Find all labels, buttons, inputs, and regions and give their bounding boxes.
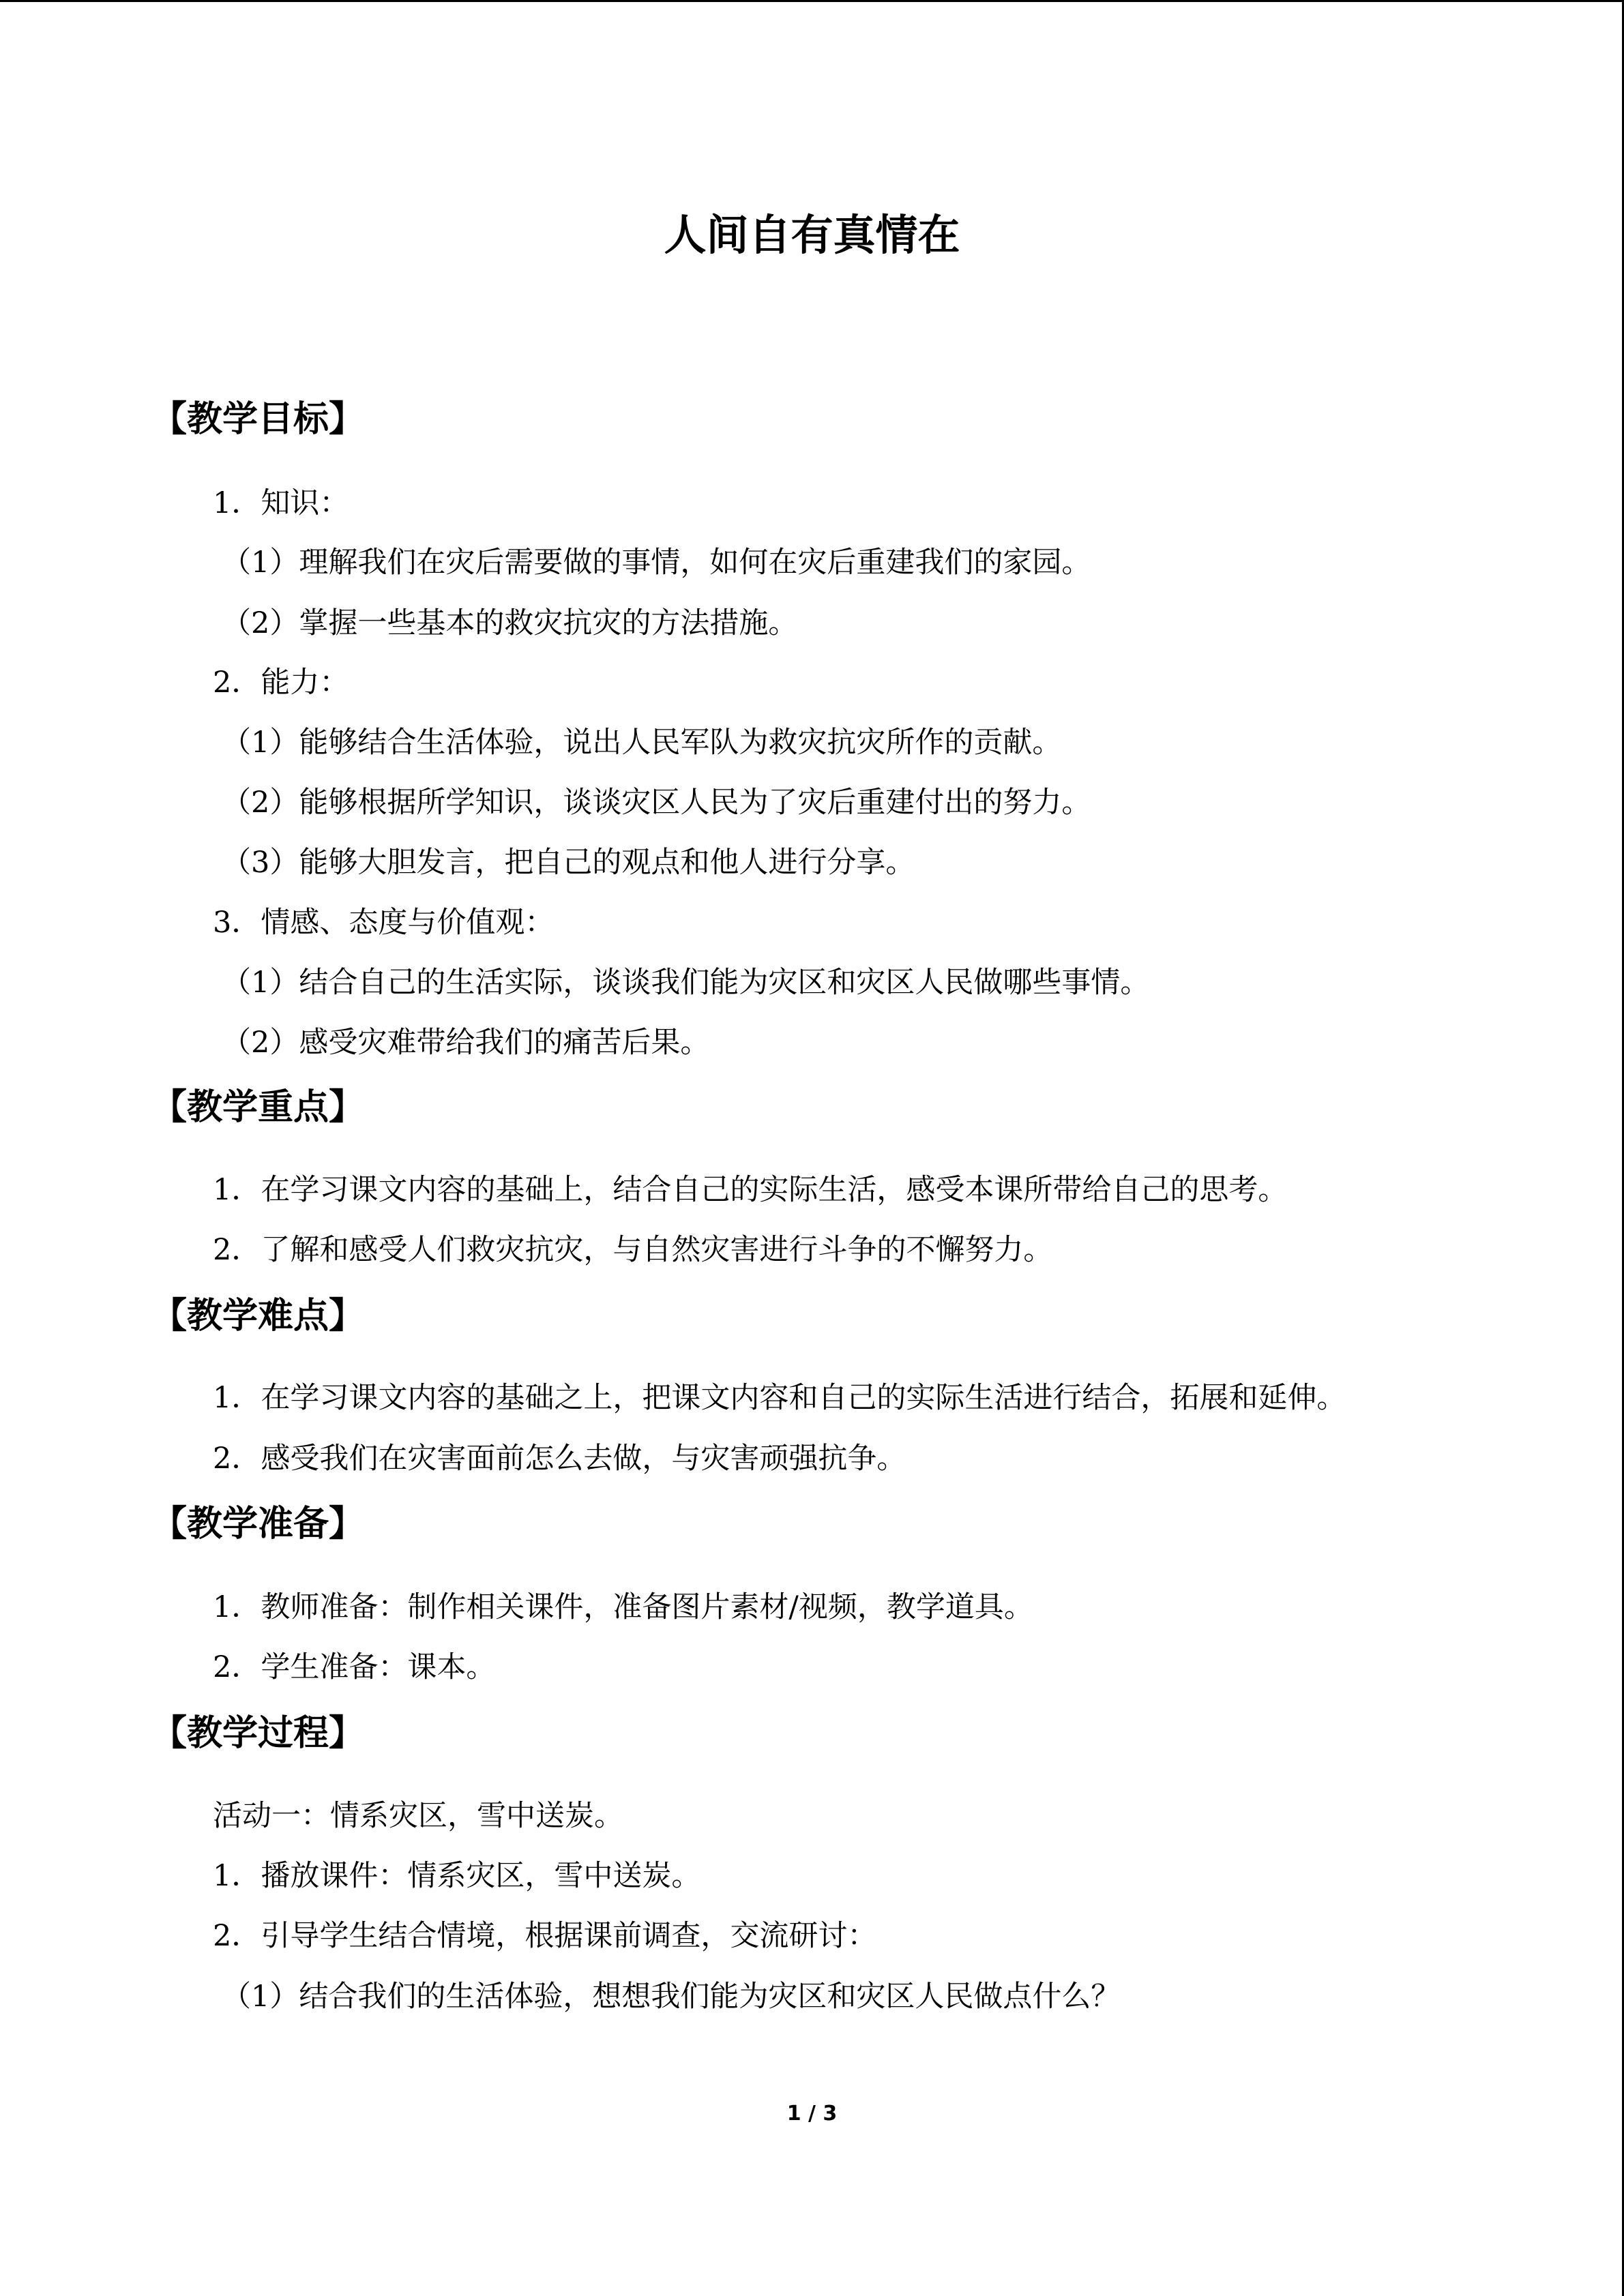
key-points-line: 1．在学习课文内容的基础上，结合自己的实际生活，感受本课所带给自己的思考。 xyxy=(213,1173,1288,1207)
goals-line: （1）能够结合生活体验，说出人民军队为救灾抗灾所作的贡献。 xyxy=(222,726,1062,760)
difficulties-line: 2．感受我们在灾害面前怎么去做，与灾害顽强抗争。 xyxy=(213,1442,906,1476)
goals-line: （1）结合自己的生活实际，谈谈我们能为灾区和灾区人民做哪些事情。 xyxy=(222,966,1150,1000)
difficulties-line: 1．在学习课文内容的基础之上，把课文内容和自己的实际生活进行结合，拓展和延伸。 xyxy=(213,1381,1346,1415)
goals-line: （1）理解我们在灾后需要做的事情，如何在灾后重建我们的家园。 xyxy=(222,546,1091,580)
goals-line: 1．知识： xyxy=(213,486,349,520)
process-line: 2．引导学生结合情境，根据课前调查，交流研讨： xyxy=(213,1919,877,1953)
section-heading-preparation: 【教学准备】 xyxy=(151,1504,365,1545)
process-line: （1）结合我们的生活体验，想想我们能为灾区和灾区人民做点什么？ xyxy=(222,1980,1121,2014)
goals-line: （2）感受灾难带给我们的痛苦后果。 xyxy=(222,1026,710,1060)
goals-line: （3）能够大胆发言，把自己的观点和他人进行分享。 xyxy=(222,846,915,880)
goals-line: （2）掌握一些基本的救灾抗灾的方法措施。 xyxy=(222,606,798,640)
preparation-line: 1．教师准备：制作相关课件，准备图片素材/视频，教学道具。 xyxy=(213,1590,1033,1624)
goals-line: 2．能力： xyxy=(213,666,349,700)
section-heading-process: 【教学过程】 xyxy=(151,1713,365,1754)
preparation-line: 2．学生准备：课本。 xyxy=(213,1650,496,1684)
process-line: 1．播放课件：情系灾区，雪中送炭。 xyxy=(213,1859,701,1893)
process-line: 活动一：情系灾区，雪中送炭。 xyxy=(213,1799,623,1833)
section-heading-difficulties: 【教学难点】 xyxy=(151,1296,365,1337)
page-number: 1 / 3 xyxy=(786,2102,838,2126)
document-title: 人间自有真情在 xyxy=(664,210,960,260)
key-points-line: 2．了解和感受人们救灾抗灾，与自然灾害进行斗争的不懈努力。 xyxy=(213,1233,1053,1267)
section-heading-goals: 【教学目标】 xyxy=(151,399,365,440)
section-heading-key-points: 【教学重点】 xyxy=(151,1087,365,1128)
goals-line: 3．情感、态度与价值观： xyxy=(213,906,555,940)
goals-line: （2）能够根据所学知识，谈谈灾区人民为了灾后重建付出的努力。 xyxy=(222,786,1091,820)
